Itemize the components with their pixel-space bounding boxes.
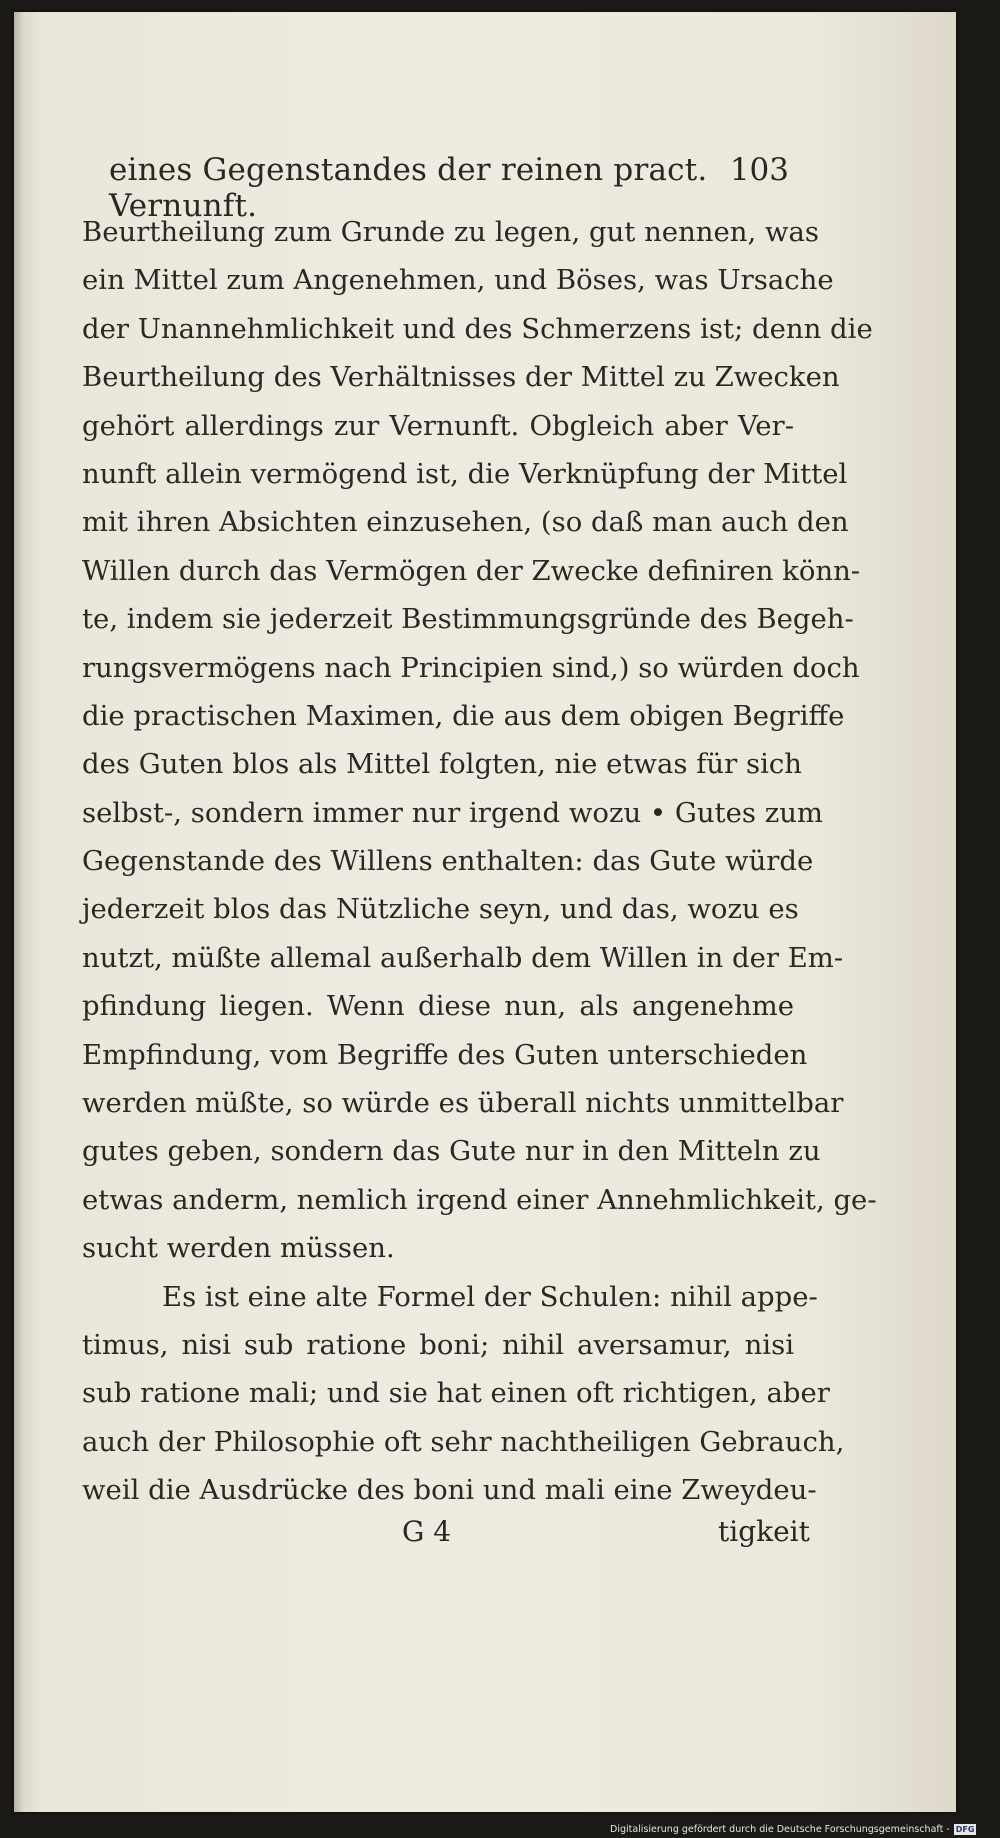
dfg-logo: DFG — [955, 1824, 975, 1834]
text-line: mit ihren Absichten einzusehen, (so daß man auch den — [82, 506, 849, 539]
page-footer — [14, 1515, 956, 1565]
signature-mark: G 4 — [402, 1515, 452, 1548]
text-line: te, indem sie jederzeit Bestimmungsgründe des Begeh- — [82, 603, 854, 636]
text-line: Es ist eine alte Formel der Schulen: nihil appe- — [162, 1280, 818, 1313]
text-line: gehört allerdings zur Vernunft. Obgleich aber Ver- — [82, 409, 794, 442]
text-line: des Guten blos als Mittel folgten, nie etwas für sich — [82, 748, 802, 781]
text-line: gutes geben, sondern das Gute nur in den Mitteln zu — [82, 1135, 821, 1168]
text-line: jederzeit blos das Nützliche seyn, und das, wozu es — [82, 893, 799, 926]
text-line: sucht werden müssen. — [82, 1232, 395, 1265]
text-line: rungsvermögens nach Principien sind,) so würden doch — [82, 651, 860, 684]
text-body — [82, 208, 877, 1515]
catchword: tigkeit — [718, 1515, 810, 1548]
running-title: eines Gegenstandes der reinen pract. Vernunft. — [109, 152, 708, 224]
text-line: ein Mittel zum Angenehmen, und Böses, was Ursache — [82, 264, 834, 297]
text-line: etwas anderm, nemlich irgend einer Annehmlichkeit, ge- — [82, 1183, 877, 1216]
text-line: sub ratione mali; und sie hat einen oft richtigen, aber — [82, 1377, 830, 1410]
text-line: selbst-, sondern immer nur irgend wozu • Gutes zum — [82, 796, 824, 829]
page-header — [109, 152, 789, 224]
text-line: Gegenstande des Willens enthalten: das Gute würde — [82, 845, 814, 878]
page-number: 103 — [729, 152, 789, 188]
text-line: weil die Ausdrücke des boni und mali eine Zweydeu- — [82, 1474, 817, 1507]
text-line: pfindung liegen. Wenn diese nun, als angenehme — [82, 990, 794, 1023]
text-line: Willen durch das Vermögen der Zwecke definiren könn- — [82, 554, 861, 587]
book-page — [14, 12, 956, 1812]
text-line: der Unannehmlichkeit und des Schmerzens ist; denn die — [82, 312, 873, 345]
text-line: nutzt, müßte allemal außerhalb dem Willen in der Em- — [82, 941, 844, 974]
text-line: auch der Philosophie oft sehr nachtheiligen Gebrauch, — [82, 1425, 845, 1458]
text-line: nunft allein vermögend ist, die Verknüpfung der Mittel — [82, 457, 848, 490]
text-line: werden müßte, so würde es überall nichts unmittelbar — [82, 1087, 844, 1120]
text-line: Beurtheilung des Verhältnisses der Mittel zu Zwecken — [82, 361, 840, 394]
credit-text: Digitalisierung gefördert durch die Deutsche Forschungsgemeinschaft - — [610, 1823, 950, 1835]
text-line: Empfindung, vom Begriffe des Guten unterschieden — [82, 1038, 808, 1071]
digitization-credit — [610, 1822, 976, 1836]
text-line: timus, nisi sub ratione boni; nihil aversamur, nisi — [82, 1328, 794, 1361]
text-line: die practischen Maximen, die aus dem obigen Begriffe — [82, 699, 845, 732]
text-line: Beurtheilung zum Grunde zu legen, gut nennen, was — [82, 216, 820, 248]
